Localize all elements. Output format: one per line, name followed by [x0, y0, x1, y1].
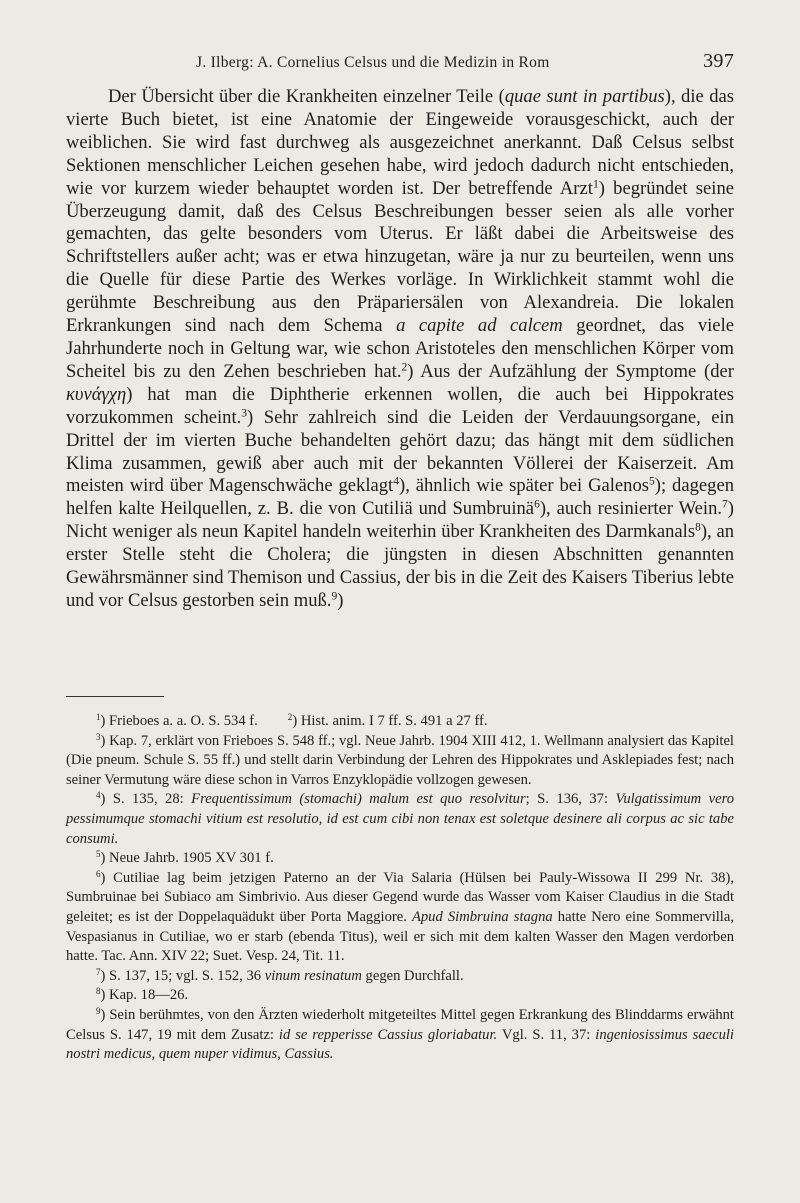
text-run: ), ähnlich wie später bei Galenos [399, 475, 650, 497]
footnote-marker: 6 [534, 498, 540, 511]
latin-quote: vinum resinatum [264, 967, 362, 984]
latin-quote: a capite ad calcem [396, 315, 563, 337]
footnotes [66, 712, 734, 1065]
text-run: ) begründet seine Überzeugung damit, daß des Celsus Beschreibungen besser seien als alle vorher gemachten, das gelte besonders vom Uterus. Er läßt dabei die Arbeitsweise des Schriftstellers außer acht; was er etwa hinzugetan, wäre ja nur zu beurteilen, wenn uns die Quelle für diese Partie des Werkes vorläge. In Wirklichkeit stammt wohl die gerühmte Beschreibung aus den Präpariersälen von Alexandreia. Die lokalen Erkrankungen sind nach dem Schema [66, 177, 735, 337]
footnote-3 [66, 732, 734, 791]
page-number: 397 [703, 50, 734, 72]
text-run: ) Frieboes a. a. O. S. 534 f. [100, 713, 258, 729]
footnote-marker: 5 [96, 849, 101, 860]
text-run: ) Nicht weniger als neun Kapitel handeln weiterhin über Krankheiten des Darmkanals [66, 498, 734, 543]
footnote-5 [66, 849, 734, 869]
text-run: ), die das vierte Buch bietet, ist eine Anatomie der Eingeweide vorausgeschickt, auch der weiblichen. Sie wird fast durchweg als ausgezeichnet anerkannt. Daß Celsus selbst Sektionen menschlicher Leichen gesehen habe, wird jedoch dadurch nicht entschieden, wie vor kurzem wieder behauptet worden ist. Der betreffende Arzt [66, 86, 735, 199]
footnote-marker: 3 [241, 407, 248, 420]
text-run: geordnet, das viele Jahrhunderte noch in Geltung war, wie schon Aristoteles den menschlichen Körper vom Scheitel bis zu den Zehen beschrieben hat. [66, 315, 734, 382]
text-run: ) Neue Jahrb. 1905 XV 301 f. [100, 850, 274, 867]
footnote-marker: 7 [722, 498, 728, 511]
footnote-marker: 2 [401, 361, 408, 374]
footnote-marker: 8 [96, 986, 101, 997]
footnote-6 [66, 869, 734, 967]
text-run: ); dagegen helfen kalte Heilquellen, z. B. die von Cutiliä und Sumbruinä [66, 475, 734, 520]
footnote-marker: 1 [96, 712, 101, 723]
text-run: Der Übersicht über die Krankheiten einzelner Teile ( [108, 86, 505, 107]
footnote-9 [66, 1006, 734, 1065]
text-run: hatte Nero eine Sommervilla, Vespasianus in Cutiliae, wo er starb (ebenda Titus), weil er sich mit dem kalten Wasser den Magen verdorben hatte. Tac. Ann. XIV 22; Suet. Vesp. 24, Tit. 11. [66, 908, 734, 965]
footnote-marker: 4 [393, 476, 399, 489]
footnote-1-2 [66, 712, 734, 732]
footnote-marker: 7 [96, 966, 101, 977]
footnote-7 [66, 967, 734, 987]
footnote-4 [66, 790, 734, 849]
footnote-marker: 3 [96, 731, 101, 742]
footnote-2 [288, 713, 488, 729]
text-run: ) S. 137, 15; vgl. S. 152, 36 [100, 967, 265, 984]
paragraph [66, 86, 734, 613]
footnote-marker: 9 [331, 590, 338, 603]
text-run: ), an erster Stelle steht die Cholera; die jüngsten in diesen Abschnitten genannten Gewährsmänner sind Themison und Cassius, der bis in die Zeit des Kaisers Tiberius lebte und vor Celsus gestorben sein muß. [66, 521, 734, 611]
text-run: ) Hist. anim. I 7 ff. S. 491 a 27 ff. [292, 713, 488, 729]
text-run: ) hat man die Diphtherie erkennen wollen, die auch bei Hippokrates vorzukommen scheint. [66, 383, 734, 428]
main-text [66, 86, 734, 613]
text-run: gegen Durchfall. [361, 967, 464, 984]
text-run: ) Kap. 7, erklärt von Frieboes S. 548 ff.; vgl. Neue Jahrb. 1904 XIII 412, 1. Wellmann analysiert das Kapitel (Die pneum. Schule S. 55 ff.) und stellt darin Verbindung der Lehren des Hippokrates und Asklepiades fest; nach seiner Vermutung wäre diese schon in Varros Enzyklopädie vollzogen gewesen. [66, 732, 734, 788]
footnote-marker: 1 [592, 178, 599, 191]
text-run: ) Kap. 18—26. [100, 987, 189, 1004]
footnote-marker: 8 [695, 521, 701, 534]
greek-term: κυνάγχη [66, 383, 127, 405]
text-run: ) Cutiliae lag beim jetzigen Paterno an der Via Salaria (Hülsen bei Pauly-Wissowa II 299 Nr. 38), Sumbruinae bei Subiaco am Simbrivio. Aus dieser Gegend wurde das Wasser vom Kaiser Claudius in die Stadt geleitet; es ist der Doppelaquädukt über Porta Maggiore. [66, 869, 734, 925]
footnote-marker: 4 [96, 790, 101, 801]
text-run: ) Sehr zahlreich sind die Leiden der Verdauungsorgane, ein Drittel der im vierten Buche behandelten gehört dazu; das hängt mit dem südlichen Klima zusammen, gewiß aber auch mit der bekannten Völlerei der Kaiserzeit. Am meisten wird über Magenschwäche geklagt [66, 406, 734, 497]
page-header [66, 50, 734, 76]
text-run: ), auch resinierter Wein. [539, 498, 723, 520]
footnote-separator [66, 696, 164, 697]
latin-quote: Vulgatissimum vero pessimumque stomachi vitium est resolutio, id est cum cibi non tenax est soletque desinere ali corpus ac sic tabe consumi. [66, 791, 734, 847]
text-run: ) [337, 589, 344, 611]
text-run: ) Aus der Aufzählung der Symptome (der [407, 360, 734, 382]
text-run: ) S. 135, 28: [100, 791, 192, 808]
latin-quote: id se repperisse Cassius gloriabatur. [278, 1026, 498, 1043]
latin-quote: ingeniosissimus saeculi nostri medicus, quem nuper vidimus, Cassius. [66, 1026, 734, 1063]
footnote-marker: 9 [96, 1005, 101, 1016]
latin-quote: Frequentissimum (stomachi) malum est quo resolvitur [191, 791, 526, 808]
footnote-marker: 2 [287, 712, 293, 723]
running-title: J. Ilberg: A. Cornelius Celsus und die Medizin in Rom [196, 54, 550, 71]
latin-quote: quae sunt in partibus [504, 86, 665, 107]
footnote-1 [96, 713, 258, 729]
text-run: ; S. 136, 37: [525, 791, 616, 808]
footnote-marker: 5 [649, 476, 655, 489]
text-run: Vgl. S. 11, 37: [497, 1026, 596, 1043]
text-run: ) Sein berühmtes, von den Ärzten wiederholt mitgeteiltes Mittel gegen Erkrankung des Blinddarms erwähnt Celsus S. 147, 19 mit dem Zusatz: [66, 1006, 734, 1043]
footnote-marker: 6 [96, 868, 101, 879]
footnote-8 [66, 986, 734, 1006]
latin-quote: Apud Simbruina stagna [411, 908, 553, 925]
